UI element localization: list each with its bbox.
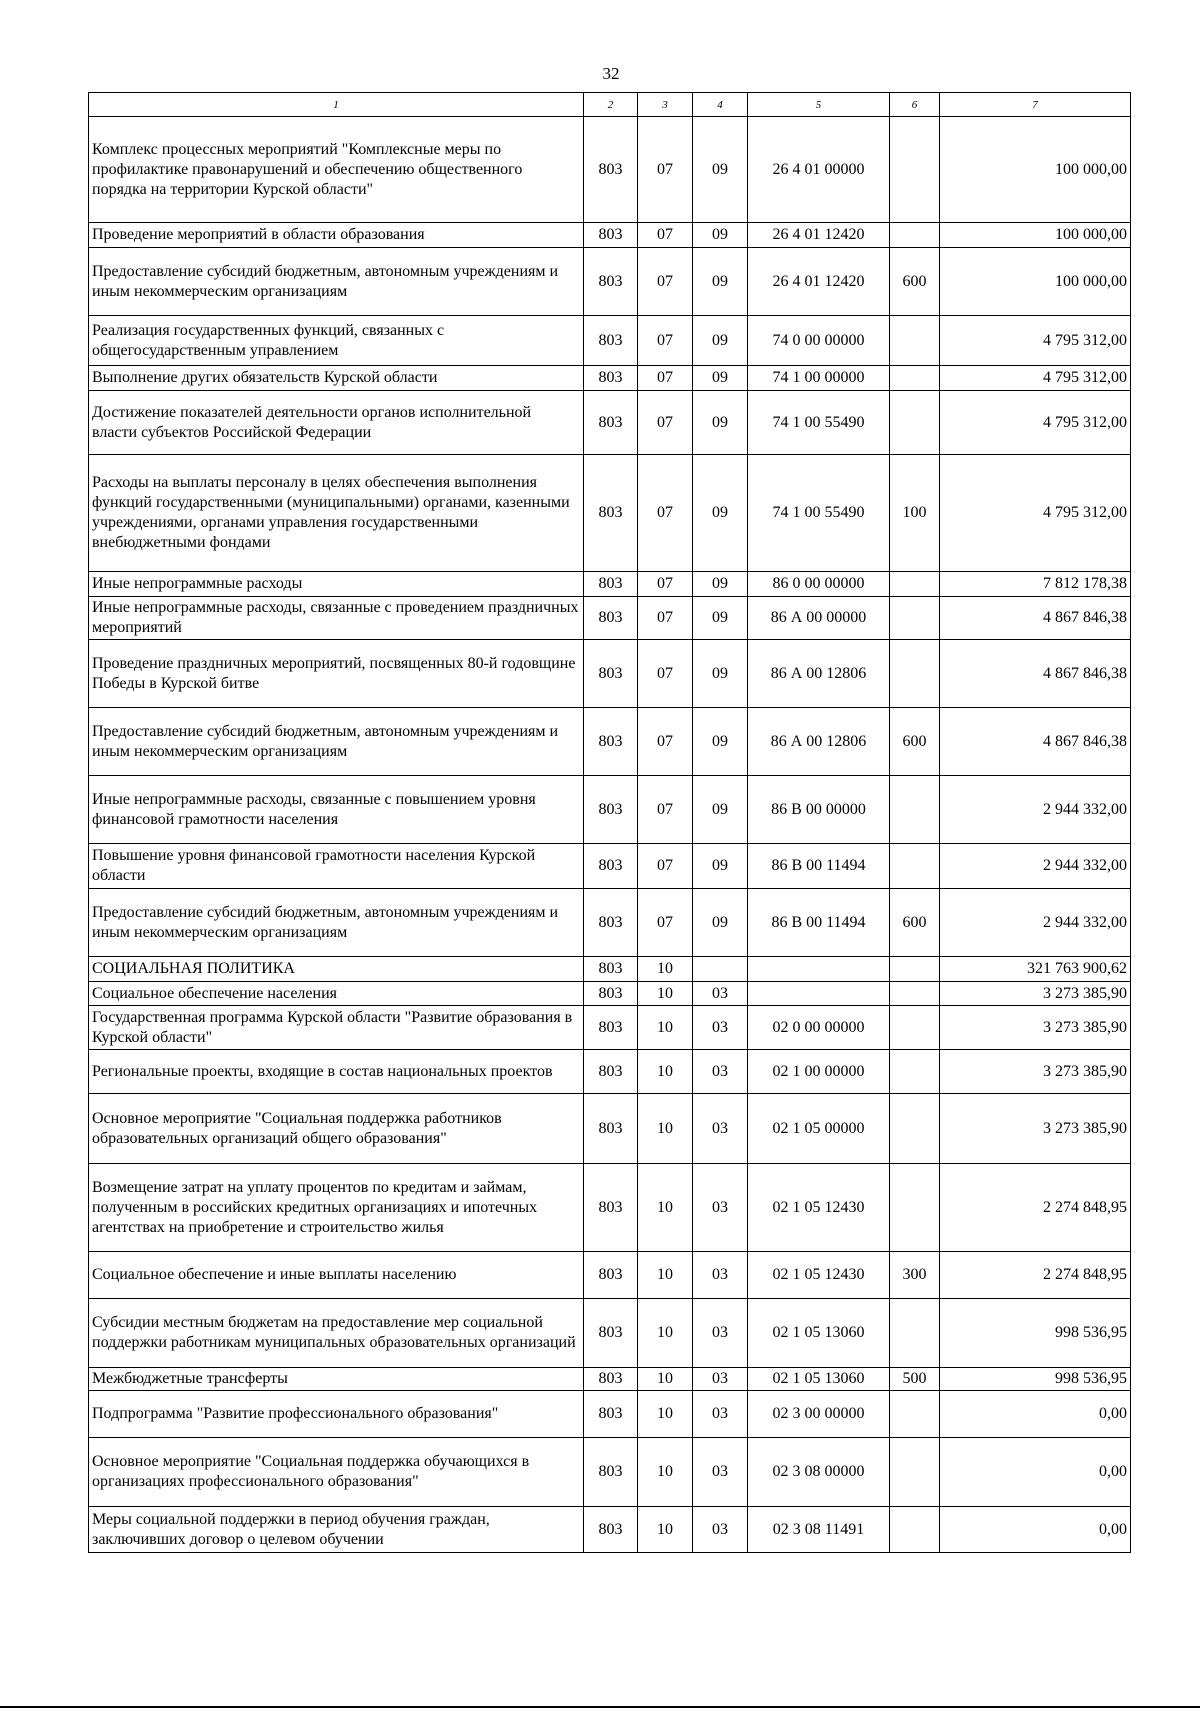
col-amount: 3 273 385,90 [940,982,1131,1006]
col-expense-type [890,366,940,391]
col-expense-type [890,1391,940,1438]
column-number: 7 [940,93,1131,117]
col-target-article: 02 1 05 13060 [748,1368,890,1391]
col-subsection: 09 [693,391,748,455]
col-section: 07 [638,889,693,957]
col-target-article: 86 В 00 11494 [748,889,890,957]
col-amount: 2 944 332,00 [940,776,1131,844]
col-section: 10 [638,1299,693,1368]
row-name: Проведение праздничных мероприятий, посвященных 80-й годовщине Победы в Курской битве [89,640,584,708]
table-row [89,844,1131,889]
col-ministry: 803 [584,1094,638,1164]
col-amount: 998 536,95 [940,1299,1131,1368]
col-subsection: 09 [693,708,748,776]
col-ministry: 803 [584,957,638,982]
col-amount: 7 812 178,38 [940,572,1131,597]
col-section: 07 [638,248,693,316]
col-subsection: 09 [693,776,748,844]
col-ministry: 803 [584,248,638,316]
col-target-article: 02 1 00 00000 [748,1050,890,1094]
col-expense-type [890,640,940,708]
col-ministry: 803 [584,1006,638,1050]
col-target-article: 86 А 00 12806 [748,640,890,708]
col-subsection: 03 [693,1299,748,1368]
col-target-article: 26 4 01 12420 [748,223,890,248]
col-ministry: 803 [584,982,638,1006]
col-ministry: 803 [584,223,638,248]
row-name: Социальное обеспечение и иные выплаты населению [89,1252,584,1299]
col-expense-type [890,223,940,248]
col-expense-type: 600 [890,889,940,957]
col-target-article: 74 1 00 00000 [748,366,890,391]
column-number: 5 [748,93,890,117]
table-row [89,982,1131,1006]
col-section: 10 [638,1438,693,1507]
col-subsection: 03 [693,1368,748,1391]
table-row [89,1006,1131,1050]
col-ministry: 803 [584,572,638,597]
row-name: Основное мероприятие "Социальная поддержка обучающихся в организациях профессионального образования" [89,1438,584,1507]
col-amount: 4 795 312,00 [940,455,1131,572]
col-subsection: 09 [693,117,748,223]
col-amount: 0,00 [940,1391,1131,1438]
row-name: Достижение показателей деятельности органов исполнительной власти субъектов Российской Федерации [89,391,584,455]
col-subsection: 03 [693,1438,748,1507]
col-section: 07 [638,776,693,844]
col-amount: 0,00 [940,1507,1131,1553]
col-target-article [748,982,890,1006]
col-target-article: 02 0 00 00000 [748,1006,890,1050]
col-subsection: 03 [693,1050,748,1094]
row-name: Иные непрограммные расходы [89,572,584,597]
col-amount: 4 867 846,38 [940,640,1131,708]
page-number: 32 [602,64,620,83]
col-ministry: 803 [584,640,638,708]
col-target-article: 02 1 05 13060 [748,1299,890,1368]
col-ministry: 803 [584,1507,638,1553]
col-section: 07 [638,640,693,708]
col-section: 07 [638,708,693,776]
table-row [89,366,1131,391]
col-amount: 100 000,00 [940,223,1131,248]
row-name: Иные непрограммные расходы, связанные с повышением уровня финансовой грамотности населения [89,776,584,844]
col-amount: 2 944 332,00 [940,889,1131,957]
col-subsection: 03 [693,1006,748,1050]
col-expense-type: 500 [890,1368,940,1391]
col-subsection: 09 [693,640,748,708]
column-number: 6 [890,93,940,117]
row-name: Проведение мероприятий в области образования [89,223,584,248]
row-name: Меры социальной поддержки в период обучения граждан, заключивших договор о целевом обучении [89,1507,584,1553]
col-section: 07 [638,366,693,391]
col-expense-type [890,1438,940,1507]
col-expense-type [890,572,940,597]
col-ministry: 803 [584,708,638,776]
row-name: Социальное обеспечение населения [89,982,584,1006]
row-name: СОЦИАЛЬНАЯ ПОЛИТИКА [89,957,584,982]
col-amount: 0,00 [940,1438,1131,1507]
col-expense-type [890,1299,940,1368]
row-name: Иные непрограммные расходы, связанные с проведением праздничных мероприятий [89,597,584,640]
row-name: Государственная программа Курской области "Развитие образования в Курской области" [89,1006,584,1050]
col-ministry: 803 [584,391,638,455]
col-ministry: 803 [584,316,638,366]
col-ministry: 803 [584,844,638,889]
col-ministry: 803 [584,776,638,844]
col-section: 07 [638,844,693,889]
col-amount: 4 795 312,00 [940,316,1131,366]
table-row [89,957,1131,982]
col-subsection: 09 [693,366,748,391]
col-target-article: 02 1 05 12430 [748,1252,890,1299]
table-row [89,1368,1131,1391]
col-expense-type [890,776,940,844]
budget-table [88,92,1131,1553]
col-subsection: 03 [693,1164,748,1252]
col-expense-type [890,1006,940,1050]
col-expense-type [890,1050,940,1094]
col-expense-type: 600 [890,708,940,776]
col-section: 10 [638,1006,693,1050]
row-name: Комплекс процессных мероприятий "Комплексные меры по профилактике правонарушений и обеспечению общественного порядка на территории Курской области" [89,117,584,223]
col-amount: 100 000,00 [940,117,1131,223]
row-name: Субсидии местным бюджетам на предоставление мер социальной поддержки работникам муниципальных образовательных организаций [89,1299,584,1368]
col-amount: 3 273 385,90 [940,1050,1131,1094]
table-row [89,1252,1131,1299]
col-target-article: 02 3 08 00000 [748,1438,890,1507]
col-section: 07 [638,223,693,248]
table-row [89,1391,1131,1438]
table-row [89,1050,1131,1094]
col-subsection: 09 [693,889,748,957]
col-amount: 4 795 312,00 [940,391,1131,455]
col-expense-type: 100 [890,455,940,572]
col-expense-type [890,597,940,640]
col-expense-type [890,316,940,366]
col-section: 10 [638,1368,693,1391]
col-section: 10 [638,1164,693,1252]
col-subsection: 09 [693,248,748,316]
col-expense-type [890,844,940,889]
col-ministry: 803 [584,1252,638,1299]
col-expense-type: 300 [890,1252,940,1299]
bottom-rule [0,1706,1200,1708]
col-ministry: 803 [584,1368,638,1391]
col-subsection: 03 [693,1391,748,1438]
table-body [89,117,1131,1553]
row-name: Расходы на выплаты персоналу в целях обеспечения выполнения функций государственными (муниципальными) органами, казенными учреждениями, органами управления государственными внебюджетными фондами [89,455,584,572]
col-ministry: 803 [584,117,638,223]
row-name: Основное мероприятие "Социальная поддержка работников образовательных организаций общего образования" [89,1094,584,1164]
col-section: 07 [638,316,693,366]
col-section: 07 [638,455,693,572]
row-name: Предоставление субсидий бюджетным, автономным учреждениям и иным некоммерческим организациям [89,248,584,316]
table-row [89,572,1131,597]
col-subsection: 09 [693,597,748,640]
col-ministry: 803 [584,1438,638,1507]
col-amount: 2 944 332,00 [940,844,1131,889]
table-row [89,117,1131,223]
table-row [89,889,1131,957]
col-subsection: 09 [693,223,748,248]
row-name: Межбюджетные трансферты [89,1368,584,1391]
col-target-article [748,957,890,982]
col-subsection: 09 [693,455,748,572]
col-subsection: 03 [693,1094,748,1164]
col-subsection: 03 [693,1507,748,1553]
table-row [89,1507,1131,1553]
col-ministry: 803 [584,366,638,391]
row-name: Реализация государственных функций, связанных с общегосударственным управлением [89,316,584,366]
col-expense-type [890,391,940,455]
column-number: 3 [638,93,693,117]
table-row [89,455,1131,572]
col-subsection: 09 [693,316,748,366]
table-row [89,640,1131,708]
col-subsection: 03 [693,982,748,1006]
col-expense-type [890,1164,940,1252]
col-subsection [693,957,748,982]
col-section: 10 [638,1094,693,1164]
col-section: 10 [638,1252,693,1299]
col-amount: 321 763 900,62 [940,957,1131,982]
col-expense-type: 600 [890,248,940,316]
col-ministry: 803 [584,1391,638,1438]
col-expense-type [890,982,940,1006]
col-section: 10 [638,1507,693,1553]
col-amount: 2 274 848,95 [940,1164,1131,1252]
col-amount: 4 867 846,38 [940,708,1131,776]
col-target-article: 02 1 05 12430 [748,1164,890,1252]
col-ministry: 803 [584,1050,638,1094]
col-section: 10 [638,982,693,1006]
col-target-article: 26 4 01 00000 [748,117,890,223]
col-target-article: 86 0 00 00000 [748,572,890,597]
col-target-article: 26 4 01 12420 [748,248,890,316]
col-amount: 3 273 385,90 [940,1006,1131,1050]
col-expense-type [890,957,940,982]
col-section: 10 [638,1050,693,1094]
column-number: 4 [693,93,748,117]
row-name: Подпрограмма "Развитие профессионального образования" [89,1391,584,1438]
col-ministry: 803 [584,1299,638,1368]
col-expense-type [890,1094,940,1164]
row-name: Возмещение затрат на уплату процентов по кредитам и займам, полученным в российских кредитных организациях и ипотечных агентствах на приобретение и строительство жилья [89,1164,584,1252]
col-amount: 4 795 312,00 [940,366,1131,391]
table-row [89,316,1131,366]
row-name: Повышение уровня финансовой грамотности населения Курской области [89,844,584,889]
col-amount: 998 536,95 [940,1368,1131,1391]
table-row [89,1164,1131,1252]
col-amount: 3 273 385,90 [940,1094,1131,1164]
col-target-article: 02 1 05 00000 [748,1094,890,1164]
col-amount: 4 867 846,38 [940,597,1131,640]
col-ministry: 803 [584,889,638,957]
col-section: 10 [638,957,693,982]
col-subsection: 09 [693,844,748,889]
table-row [89,223,1131,248]
row-name: Выполнение других обязательств Курской области [89,366,584,391]
row-name: Региональные проекты, входящие в состав национальных проектов [89,1050,584,1094]
table-row [89,597,1131,640]
col-target-article: 02 3 08 11491 [748,1507,890,1553]
row-name: Предоставление субсидий бюджетным, автономным учреждениям и иным некоммерческим организациям [89,708,584,776]
col-target-article: 86 А 00 12806 [748,708,890,776]
table-row [89,1094,1131,1164]
col-target-article: 74 0 00 00000 [748,316,890,366]
column-number: 1 [89,93,584,117]
table-row [89,391,1131,455]
col-subsection: 09 [693,572,748,597]
col-section: 07 [638,597,693,640]
col-section: 07 [638,391,693,455]
col-expense-type [890,1507,940,1553]
column-number: 2 [584,93,638,117]
col-target-article: 74 1 00 55490 [748,455,890,572]
table-row [89,1438,1131,1507]
col-subsection: 03 [693,1252,748,1299]
col-expense-type [890,117,940,223]
col-target-article: 86 В 00 00000 [748,776,890,844]
col-target-article: 86 А 00 00000 [748,597,890,640]
col-section: 10 [638,1391,693,1438]
column-number-row [89,93,1131,117]
col-ministry: 803 [584,455,638,572]
table-row [89,776,1131,844]
col-ministry: 803 [584,1164,638,1252]
table-row [89,1299,1131,1368]
col-section: 07 [638,572,693,597]
table-row [89,248,1131,316]
col-section: 07 [638,117,693,223]
col-target-article: 74 1 00 55490 [748,391,890,455]
row-name: Предоставление субсидий бюджетным, автономным учреждениям и иным некоммерческим организациям [89,889,584,957]
col-amount: 100 000,00 [940,248,1131,316]
col-target-article: 02 3 00 00000 [748,1391,890,1438]
col-target-article: 86 В 00 11494 [748,844,890,889]
col-ministry: 803 [584,597,638,640]
table-row [89,708,1131,776]
col-amount: 2 274 848,95 [940,1252,1131,1299]
